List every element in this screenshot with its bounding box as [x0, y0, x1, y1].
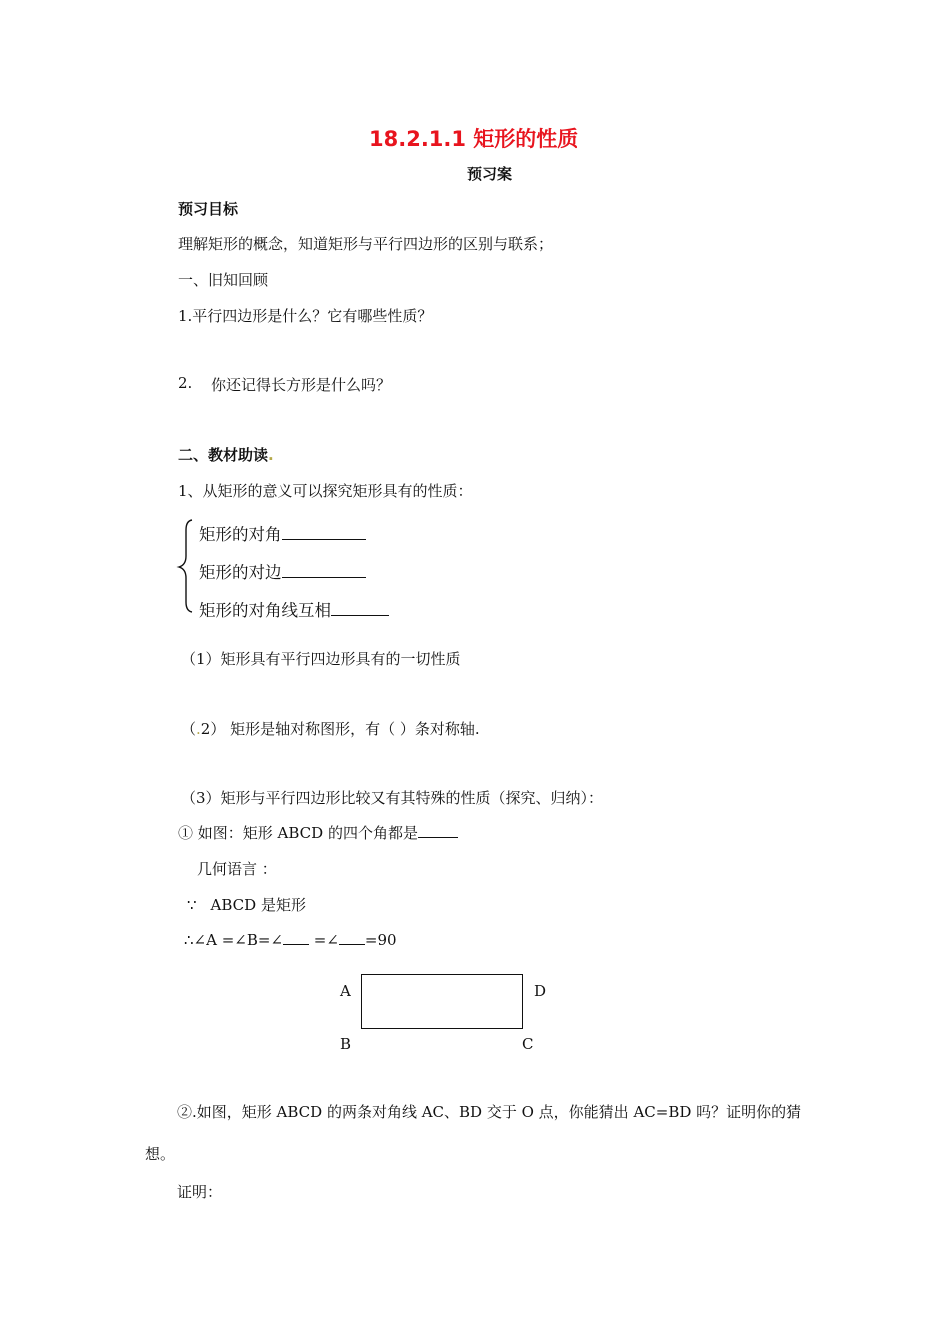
claim-1-text: ① 如图：矩形 ABCD 的四个角都是	[178, 824, 418, 842]
claim-2-line-1: ②.如图，矩形 ABCD 的两条对角线 AC、BD 交于 O 点，你能猜出 AC=BD 吗？证明你的猜	[177, 1103, 802, 1121]
because-text: ABCD 是矩形	[210, 896, 306, 914]
section1-heading: 一、旧知回顾	[178, 271, 269, 289]
rectangle-abcd-figure	[361, 974, 523, 1029]
answer-blank	[331, 599, 389, 616]
brace-line-3-text: 矩形的对角线互相	[199, 601, 331, 620]
property-1: （1）矩形具有平行四边形具有的一切性质	[181, 650, 461, 668]
property-2-open: （	[181, 720, 197, 738]
brace-line-2	[199, 559, 366, 583]
page-title: 18.2.1.1 矩形的性质	[369, 127, 579, 151]
subtitle: 预习案	[467, 165, 513, 183]
property-2	[181, 718, 480, 739]
claim-1	[178, 822, 458, 843]
section2-heading	[178, 444, 274, 465]
claim-2-line-2: 想。	[145, 1145, 176, 1163]
therefore-icon: ∴	[184, 931, 194, 949]
brace-line-3	[199, 597, 389, 621]
answer-blank	[418, 823, 458, 838]
question-2-number: 2.	[178, 374, 193, 392]
vertex-label-b: B	[340, 1035, 352, 1053]
brace-line-1-text: 矩形的对角	[199, 525, 282, 544]
curly-brace-icon	[176, 518, 198, 614]
answer-blank	[283, 930, 309, 945]
section2-heading-text: 二、教材助读	[178, 446, 269, 464]
answer-blank	[282, 561, 366, 578]
question-1: 1.平行四边形是什么？它有哪些性质？	[178, 307, 433, 325]
vertex-label-d: D	[534, 982, 547, 1000]
vertex-label-c: C	[522, 1035, 534, 1053]
goal-heading: 预习目标	[178, 200, 239, 218]
therefore-line	[184, 930, 397, 949]
proof-label: 证明：	[177, 1183, 223, 1201]
therefore-a: ∠A =∠B=∠	[193, 931, 284, 949]
question-2-text: 你还记得长方形是什么吗？	[211, 376, 392, 394]
item-1: 1、从矩形的意义可以探究矩形具有的性质：	[178, 482, 473, 500]
geometry-language: 几何语言 ：	[197, 860, 277, 878]
goal-text: 理解矩形的概念，知道矩形与平行四边形的区别与联系；	[178, 235, 554, 253]
brace-line-2-text: 矩形的对边	[199, 563, 282, 582]
property-3: （3）矩形与平行四边形比较又有其特殊的性质（探究、归纳）：	[181, 789, 604, 807]
therefore-b: =∠	[309, 931, 339, 949]
section2-dot: .	[268, 446, 274, 464]
answer-blank	[282, 523, 366, 540]
because-icon: ∵	[187, 896, 197, 914]
answer-blank	[339, 930, 365, 945]
brace-line-1	[199, 521, 366, 545]
property-2-dot: .	[196, 720, 201, 738]
because-line	[187, 894, 306, 915]
property-2-text: 2） 矩形是轴对称图形，有（ ）条对称轴.	[200, 720, 480, 738]
therefore-c: =90	[364, 931, 397, 949]
vertex-label-a: A	[340, 982, 351, 1000]
